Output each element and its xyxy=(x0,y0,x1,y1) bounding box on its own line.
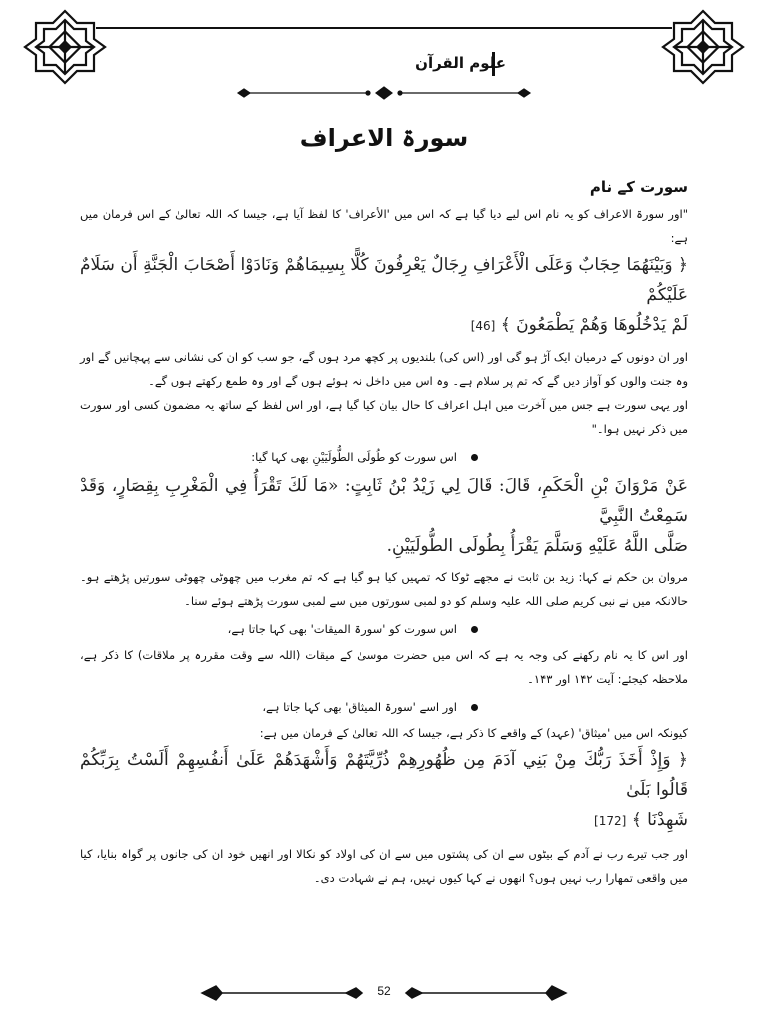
ayah-reference: [46] xyxy=(470,319,496,333)
ayah-reference: [172] xyxy=(594,814,627,828)
paragraph-note: اور یہی سورت ہے جس میں آخرت میں اہل اعراف کا حال بیان کیا گیا ہے، اور اس لفظ کے ساتھ یہ مضمون کسی اور سورت میں ذکر نہیں ہوا۔" xyxy=(80,398,688,436)
ayah-text: لَمْ يَدْخُلُوهَا وَهُمْ يَطْمَعُونَ ﴾ xyxy=(500,315,688,335)
bullet-item xyxy=(80,445,688,469)
book-title: علوم القرآن xyxy=(415,54,506,72)
main-content xyxy=(80,178,688,890)
ayah-text: شَهِدْنَا ﴾ xyxy=(631,810,688,830)
corner-ornament-right-icon xyxy=(660,8,746,86)
paragraph: اور اس کا یہ نام رکھنے کی وجہ یہ ہے کہ اس میں حضرت موسیٰ کے میقات (اللہ سے وقت مقررہ پر ملاقات) کا ذکر ہے، ملاحظہ کیجئے: آیت ۱۴۲ اور ۱۴۳۔ xyxy=(80,648,688,686)
section-heading: سورت کے نام xyxy=(589,178,688,196)
bullet-icon xyxy=(471,626,478,633)
paragraph-intro: "اور سورۃ الاعراف کو یہ نام اس لیے دیا گیا ہے کہ اس میں 'الأعراف' کا لفظ آیا ہے، جیسا کہ اللہ تعالیٰ کے اس فرمان میں ہے: xyxy=(80,207,688,245)
ayah-line xyxy=(80,310,688,341)
hadith-line: صَلَّى اللَّهُ عَلَيْهِ وَسَلَّمَ يَقْرَأُ بِطُولَى الطُّولَيَيْنِ. xyxy=(386,536,688,556)
page-number: 52 xyxy=(377,984,391,998)
paragraph-translation: اور ان دونوں کے درمیان ایک آڑ ہو گی اور (اس کی) بلندیوں پر کچھ مرد ہوں گے، جو سب کو ان کی نشانی سے پہچانیں گے اور وہ جنت والوں کو آواز دیں گے کہ تم پر سلام ہے۔ وہ اس میں داخل نہ ہوئے ہوں گے اور وہ طمع رکھتے ہوں گے۔ xyxy=(80,350,688,388)
surah-title: سورۃ الاعراف xyxy=(299,124,469,152)
paragraph-translation: اور جب تیرے رب نے آدم کے بیٹوں سے ان کی پشتوں میں سے ان کی اولاد کو نکالا اور انھیں خود ان کی جانوں پر گواہ بنایا، کیا میں واقعی تمھارا رب نہیں ہوں؟ انھوں نے کہا کیوں نہیں، ہم نے شہادت دی۔ xyxy=(80,847,688,885)
header-rule xyxy=(96,27,672,29)
bullet-text: اس سورت کو 'سورۃ المیقات' بھی کہا جاتا ہے، xyxy=(227,622,457,636)
bullet-text: اور اسے 'سورۃ المیثاق' بھی کہا جاتا ہے، xyxy=(262,700,457,714)
bullet-text: اس سورت کو طُولَى الطُّولَيَيْنِ بھی کہا گیا: xyxy=(251,450,457,464)
hadith-line: عَنْ مَرْوَانَ بْنِ الْحَكَمِ، قَالَ: قَالَ لِي زَيْدُ بْنُ ثَابِتٍ: «مَا لَكَ تَقْرَأُ فِي الْمَغْرِبِ بِقِصَارٍ، وَقَدْ سَمِعْتُ النَّبِيَّ xyxy=(80,476,688,526)
ayah-line xyxy=(80,805,688,836)
paragraph-intro: کیونکہ اس میں 'میثاق' (عہد) کے واقعے کا ذکر ہے، جیسا کہ اللہ تعالیٰ کے فرمان میں ہے: xyxy=(259,726,688,740)
corner-ornament-left-icon xyxy=(22,8,108,86)
ayah-line: ﴿ وَإِذْ أَخَذَ رَبُّكَ مِنْ بَنِي آدَمَ مِن ظُهُورِهِمْ ذُرِّيَّتَهُمْ وَأَشْهَدَهُمْ عَلَىٰ أَنفُسِهِمْ أَلَسْتُ بِرَبِّكُمْ قَالُوا بَلَىٰ xyxy=(80,750,688,800)
header-divider-ornament-icon xyxy=(228,86,540,100)
ayah-line: ﴿ وَبَيْنَهُمَا حِجَابٌ وَعَلَى الْأَعْرَافِ رِجَالٌ يَعْرِفُونَ كُلًّا بِسِيمَاهُمْ وَنَادَوْا أَصْحَابَ الْجَنَّةِ أَن سَلَامٌ عَلَيْكُمْ xyxy=(80,255,688,305)
paragraph-translation: مروان بن حکم نے کہا: زید بن ثابت نے مجھے ٹوکا کہ تمہیں کیا ہو گیا ہے کہ تم مغرب میں چھوٹی چھوٹی سورتیں پڑھتے ہو۔ حالانکہ میں نے نبی کریم صلی اللہ علیہ وسلم کو دو لمبی سورتوں میں سے لمبی سورت پڑھتے ہوئے سنا۔ xyxy=(80,570,688,608)
bullet-item xyxy=(80,617,688,641)
bullet-icon xyxy=(471,704,478,711)
bullet-icon xyxy=(471,454,478,461)
bullet-item xyxy=(80,695,688,719)
